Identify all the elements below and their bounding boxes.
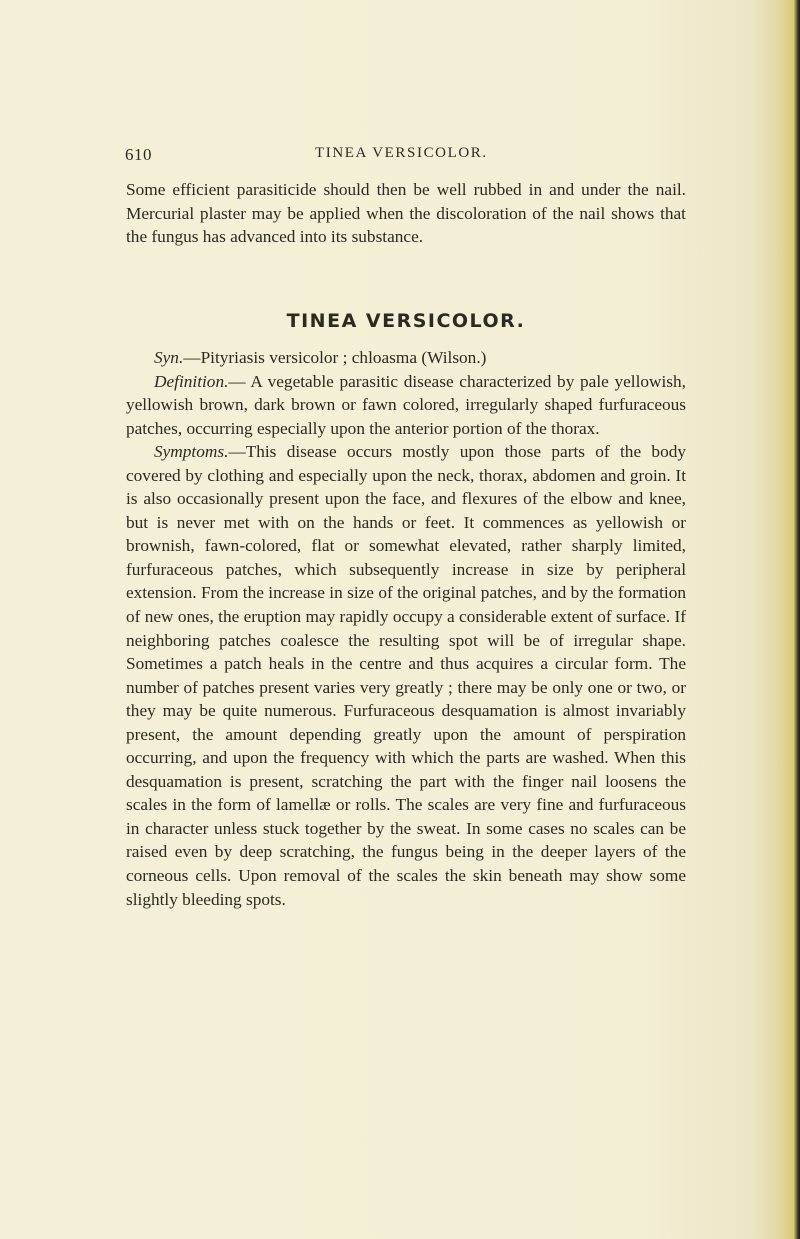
running-title: TINEA VERSICOLOR. bbox=[315, 145, 488, 161]
synonyms-lead: Syn. bbox=[154, 348, 184, 367]
symptoms-lead: Symptoms. bbox=[154, 442, 229, 462]
symptoms-paragraph bbox=[126, 440, 686, 911]
section-title: TINEA VERSICOLOR. bbox=[286, 310, 526, 332]
synonyms-paragraph bbox=[126, 346, 686, 370]
definition-text: — A vegetable parasitic disease characterized by pale yellowish, yellowish brown, dark brown or fawn colored, irregularly shaped furfuraceous patches, occurring especially upon the anterior portion of the thorax. bbox=[126, 371, 686, 438]
synonyms-text: —Pityriasis versicolor ; chloasma (Wilson.) bbox=[183, 348, 487, 367]
running-head bbox=[125, 145, 685, 169]
section-body bbox=[126, 346, 686, 911]
definition-lead: Definition. bbox=[154, 371, 229, 391]
intro-paragraph: Some efficient parasiticide should then be well rubbed in and under the nail. Mercurial plaster may be applied when the discoloration of the nail shows that the fungus has advanced into its substance. bbox=[126, 180, 686, 247]
symptoms-text: —This disease occurs mostly upon those parts of the body covered by clothing and especially upon the neck, thorax, abdomen and groin. It is also occasionally present upon the face, and flexures of the elbow and knee, but is never met with on the hands or feet. It commences as yellowish or brownish, fawn-colored, flat or somewhat elevated, rather sharply limited, furfuraceous patches, which subsequently increase in size by peripheral extension. From the increase in size of the original patches, and by the formation of new ones, the eruption may rapidly occupy a considerable extent of surface. If neighboring patches coalesce the resulting spot will be of irregular shape. Sometimes a patch heals in the centre and thus acquires a circular form. The number of patches present varies very greatly ; there may be only one or two, or they may be quite numerous. Furfuraceous desquamation is almost invariably present, the amount depending greatly upon the amount of perspiration occurring, and upon the frequency with which the parts are washed. When this desquamation is present, scratching the part with the finger nail loosens the scales in the form of lamellæ or rolls. The scales are very fine and furfuraceous in character unless stuck together by the sweat. In some cases no scales can be raised even by deep scratching, the fungus being in the deeper layers of the corneous cells. Upon removal of the scales the skin beneath may show some slightly bleeding spots. bbox=[126, 442, 686, 909]
page-number: 610 bbox=[125, 145, 152, 164]
page-edge-shadow bbox=[786, 0, 800, 1239]
definition-paragraph bbox=[126, 370, 686, 441]
